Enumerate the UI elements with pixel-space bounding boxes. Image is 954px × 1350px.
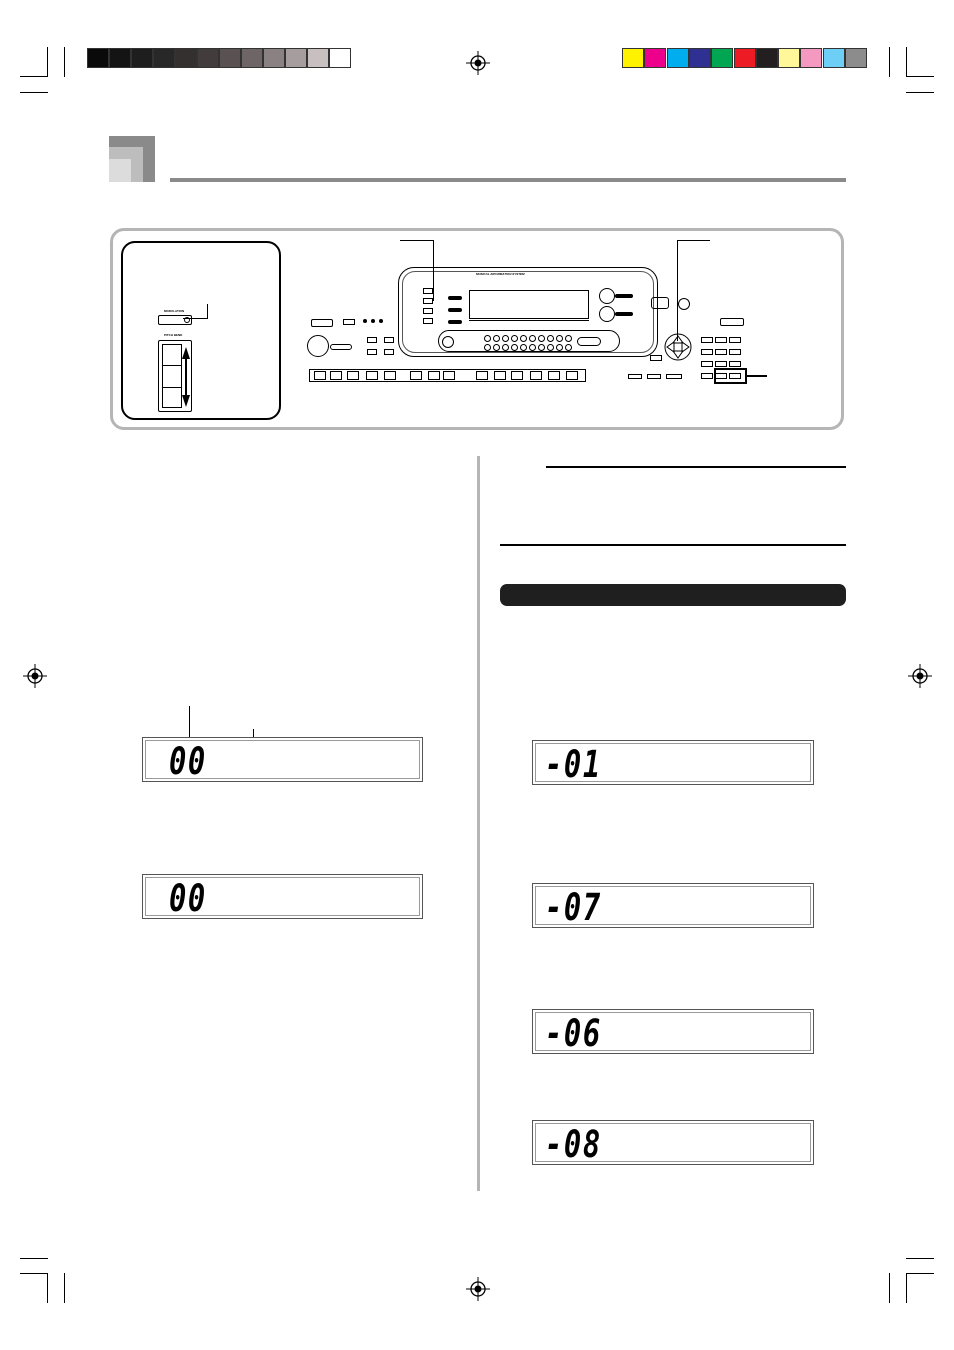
main-lcd xyxy=(469,290,589,319)
tempo-button[interactable] xyxy=(720,318,744,326)
grayscale-swatch xyxy=(175,48,197,68)
grayscale-swatch xyxy=(131,48,153,68)
color-swatch xyxy=(667,48,689,68)
keypad-button[interactable] xyxy=(701,361,713,367)
modulation-label: MODULATION xyxy=(164,309,185,313)
grayscale-swatch xyxy=(219,48,241,68)
callout-line-mode xyxy=(400,240,434,301)
number-button[interactable] xyxy=(556,335,563,342)
panel-button[interactable] xyxy=(476,371,488,380)
panel-button[interactable] xyxy=(494,371,506,380)
grayscale-swatch xyxy=(87,48,109,68)
color-swatch xyxy=(800,48,822,68)
up-down-arrow-icon xyxy=(182,347,190,407)
color-swatch xyxy=(734,48,756,68)
display-value: 00 xyxy=(169,877,207,920)
note-rule-top xyxy=(546,466,846,468)
panel-button[interactable] xyxy=(428,371,440,380)
lcd-display-left-2 xyxy=(142,874,423,919)
lcd-display-left-1 xyxy=(142,737,423,782)
panel-button[interactable] xyxy=(330,371,342,380)
keypad-button[interactable] xyxy=(701,349,713,355)
grayscale-swatch xyxy=(285,48,307,68)
power-button[interactable] xyxy=(311,319,333,327)
number-button[interactable] xyxy=(547,335,554,342)
section-heading-bar xyxy=(500,584,846,606)
display-value: -01 xyxy=(545,743,602,786)
number-button[interactable] xyxy=(529,344,536,351)
grayscale-swatch xyxy=(197,48,219,68)
number-button[interactable] xyxy=(484,335,491,342)
keypad-button[interactable] xyxy=(715,337,727,343)
grayscale-swatch xyxy=(263,48,285,68)
callout-line-cursor xyxy=(677,240,710,341)
volume-knob[interactable] xyxy=(307,335,329,357)
header-rule xyxy=(170,178,846,182)
number-button[interactable] xyxy=(529,335,536,342)
lcd-display-right-3 xyxy=(532,1009,814,1054)
lcd-display-right-4 xyxy=(532,1120,814,1165)
keypad-button[interactable] xyxy=(729,349,741,355)
pitch-bend-label: PITCH BEND xyxy=(164,333,183,337)
color-swatch xyxy=(845,48,867,68)
registration-mark-right xyxy=(908,664,932,688)
color-swatch xyxy=(711,48,733,68)
number-button[interactable] xyxy=(520,344,527,351)
callout-line-modulation xyxy=(183,304,208,319)
mode-button[interactable] xyxy=(343,319,355,325)
registration-mark-bottom xyxy=(466,1277,490,1301)
pitch-bend-wheel[interactable] xyxy=(158,340,192,412)
panel-button[interactable] xyxy=(314,371,326,380)
keypad-button[interactable] xyxy=(715,361,727,367)
pitch-bend-inset xyxy=(121,241,281,420)
round-button-upper[interactable] xyxy=(599,288,615,304)
display-value: -07 xyxy=(545,886,602,929)
keypad-button[interactable] xyxy=(729,337,741,343)
number-button[interactable] xyxy=(565,335,572,342)
number-button[interactable] xyxy=(502,335,509,342)
number-button[interactable] xyxy=(556,344,563,351)
callout-line-keypad xyxy=(747,375,767,377)
panel-button[interactable] xyxy=(443,371,455,380)
panel-button[interactable] xyxy=(530,371,542,380)
number-button[interactable] xyxy=(502,344,509,351)
panel-button[interactable] xyxy=(410,371,422,380)
color-swatch xyxy=(823,48,845,68)
round-button-lower[interactable] xyxy=(599,306,615,322)
number-button[interactable] xyxy=(493,344,500,351)
display-value: -06 xyxy=(545,1012,602,1055)
grayscale-swatch xyxy=(241,48,263,68)
color-swatch xyxy=(622,48,644,68)
mode-button-3[interactable] xyxy=(423,308,433,314)
panel-button[interactable] xyxy=(511,371,523,380)
keypad-button[interactable] xyxy=(701,373,713,379)
number-button[interactable] xyxy=(520,335,527,342)
panel-button[interactable] xyxy=(366,371,378,380)
number-button[interactable] xyxy=(538,344,545,351)
number-button[interactable] xyxy=(547,344,554,351)
registration-mark-top xyxy=(466,51,490,75)
keypad-highlight-box xyxy=(714,368,747,384)
number-button[interactable] xyxy=(538,335,545,342)
column-divider xyxy=(477,456,480,1191)
grayscale-swatch xyxy=(109,48,131,68)
grayscale-swatch xyxy=(307,48,329,68)
display-value: -08 xyxy=(545,1123,602,1166)
keypad-button[interactable] xyxy=(729,361,741,367)
color-swatch xyxy=(689,48,711,68)
panel-button[interactable] xyxy=(566,371,578,380)
panel-button[interactable] xyxy=(347,371,359,380)
number-button[interactable] xyxy=(511,335,518,342)
registration-mark-left xyxy=(23,664,47,688)
demo-button[interactable] xyxy=(330,344,352,350)
number-button[interactable] xyxy=(493,335,500,342)
mode-button-4[interactable] xyxy=(423,318,433,324)
number-button[interactable] xyxy=(565,344,572,351)
color-swatch xyxy=(644,48,666,68)
color-swatch xyxy=(756,48,778,68)
note-rule-bottom xyxy=(500,544,846,546)
number-button[interactable] xyxy=(484,344,491,351)
grayscale-swatch xyxy=(153,48,175,68)
color-swatch xyxy=(778,48,800,68)
keypad-button[interactable] xyxy=(715,349,727,355)
brand-strip: MUSICAL INFORMATION SYSTEM xyxy=(476,272,525,276)
lcd-display-right-2 xyxy=(532,883,814,928)
display-value: 00 xyxy=(169,740,207,783)
panel-button[interactable] xyxy=(548,371,560,380)
panel-button[interactable] xyxy=(384,371,396,380)
lcd-display-right-1 xyxy=(532,740,814,785)
grayscale-swatch xyxy=(329,48,351,68)
number-button[interactable] xyxy=(511,344,518,351)
